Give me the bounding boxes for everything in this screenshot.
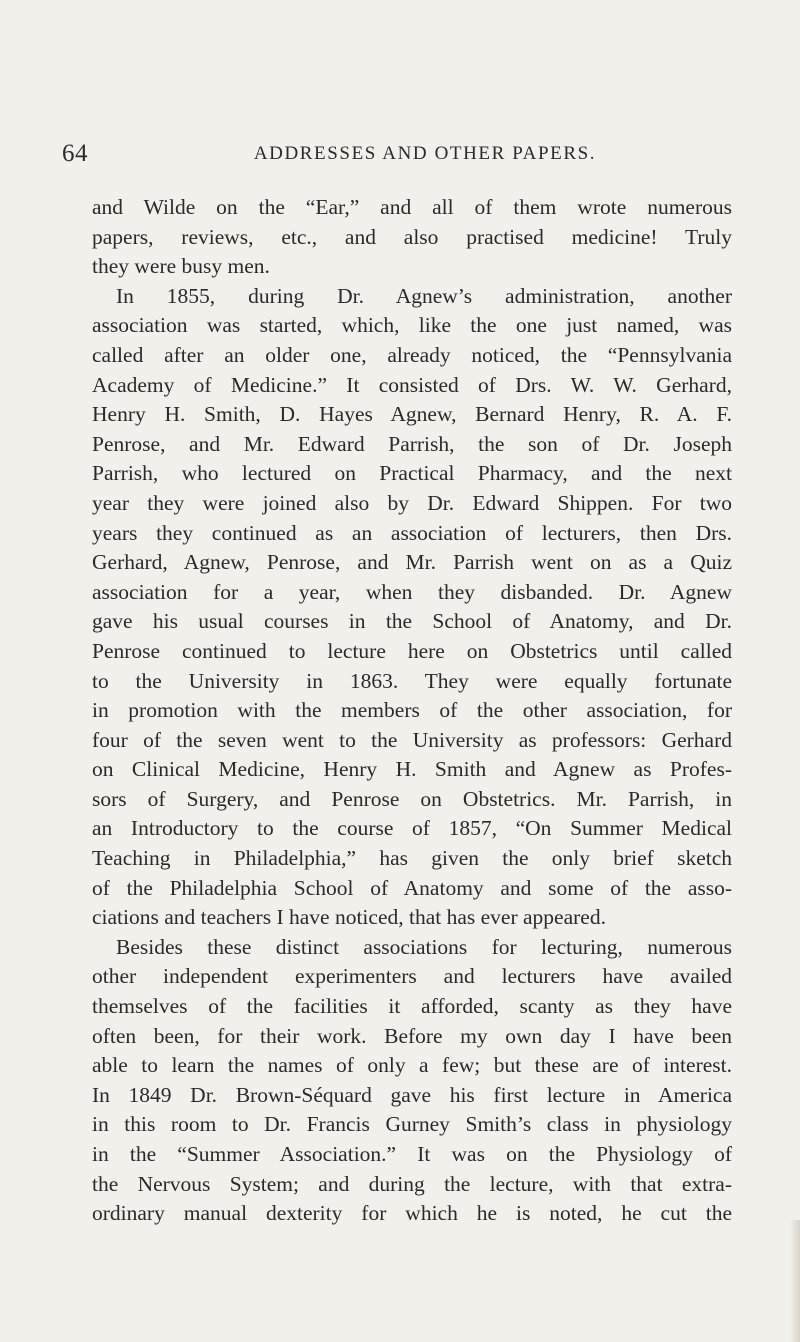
text-line: gave his usual courses in the School of Anatomy, and Dr.	[92, 609, 732, 634]
text-line: on Clinical Medicine, Henry H. Smith and Agnew as Profes-	[92, 757, 732, 782]
text-line: in the “Summer Association.” It was on the Physiology of	[92, 1142, 732, 1166]
text-line: ordinary manual dexterity for which he is noted, he cut the	[92, 1201, 732, 1226]
text-line: sors of Surgery, and Penrose on Obstetrics. Mr. Parrish, in	[92, 786, 732, 811]
text-line: to the University in 1863. They were equally fortunate	[92, 668, 732, 693]
text-line: in this room to Dr. Francis Gurney Smith’s class in physiology	[92, 1112, 732, 1137]
text-line: four of the seven went to the University as professors: Gerhard	[92, 727, 732, 752]
text-line: of the Philadelphia School of Anatomy and some of the asso-	[92, 875, 732, 900]
text-line: an Introductory to the course of 1857, “On Summer Medical	[92, 816, 732, 841]
page-edge-shadow	[790, 1220, 800, 1342]
page-header	[62, 140, 738, 170]
text-line: Parrish, who lectured on Practical Pharmacy, and the next	[92, 461, 732, 486]
text-line: years they continued as an association of lecturers, then Drs.	[92, 520, 732, 545]
text-line: In 1855, during Dr. Agnew’s administration, another	[116, 283, 732, 308]
text-line: Penrose continued to lecture here on Obstetrics until called	[92, 638, 732, 663]
text-line: Academy of Medicine.” It consisted of Drs. W. W. Gerhard,	[92, 372, 732, 397]
text-line: Besides these distinct associations for lecturing, numerous	[116, 934, 732, 959]
text-line: they were busy men.	[92, 254, 270, 279]
text-line: themselves of the facilities it afforded, scanty as they have	[92, 994, 732, 1019]
text-line: association was started, which, like the one just named, was	[92, 313, 732, 338]
text-line: able to learn the names of only a few; but these are of interest.	[92, 1053, 732, 1078]
running-title: ADDRESSES AND OTHER PAPERS.	[253, 143, 597, 164]
text-line: Penrose, and Mr. Edward Parrish, the son of Dr. Joseph	[92, 431, 732, 456]
text-line: papers, reviews, etc., and also practised medicine! Truly	[92, 224, 732, 249]
text-line: Gerhard, Agnew, Penrose, and Mr. Parrish went on as a Quiz	[92, 550, 732, 575]
text-line: and Wilde on the “Ear,” and all of them wrote numerous	[92, 195, 732, 219]
text-line: other independent experimenters and lecturers have availed	[92, 964, 732, 989]
text-line: ciations and teachers I have noticed, that has ever appeared.	[92, 905, 606, 930]
text-line: year they were joined also by Dr. Edward Shippen. For two	[92, 490, 732, 515]
text-line: the Nervous System; and during the lecture, with that extra-	[92, 1171, 732, 1196]
text-line: In 1849 Dr. Brown-Séquard gave his first lecture in America	[92, 1082, 732, 1107]
text-line: Teaching in Philadelphia,” has given the only brief sketch	[92, 846, 732, 871]
text-line: often been, for their work. Before my own day I have been	[92, 1023, 732, 1048]
text-line: association for a year, when they disbanded. Dr. Agnew	[92, 579, 732, 604]
text-line: Henry H. Smith, D. Hayes Agnew, Bernard Henry, R. A. F.	[92, 402, 732, 427]
text-line: in promotion with the members of the other association, for	[92, 698, 732, 723]
text-line: called after an older one, already noticed, the “Pennsylvania	[92, 342, 732, 367]
body-text	[92, 193, 732, 1229]
page-number: 64	[62, 140, 88, 167]
